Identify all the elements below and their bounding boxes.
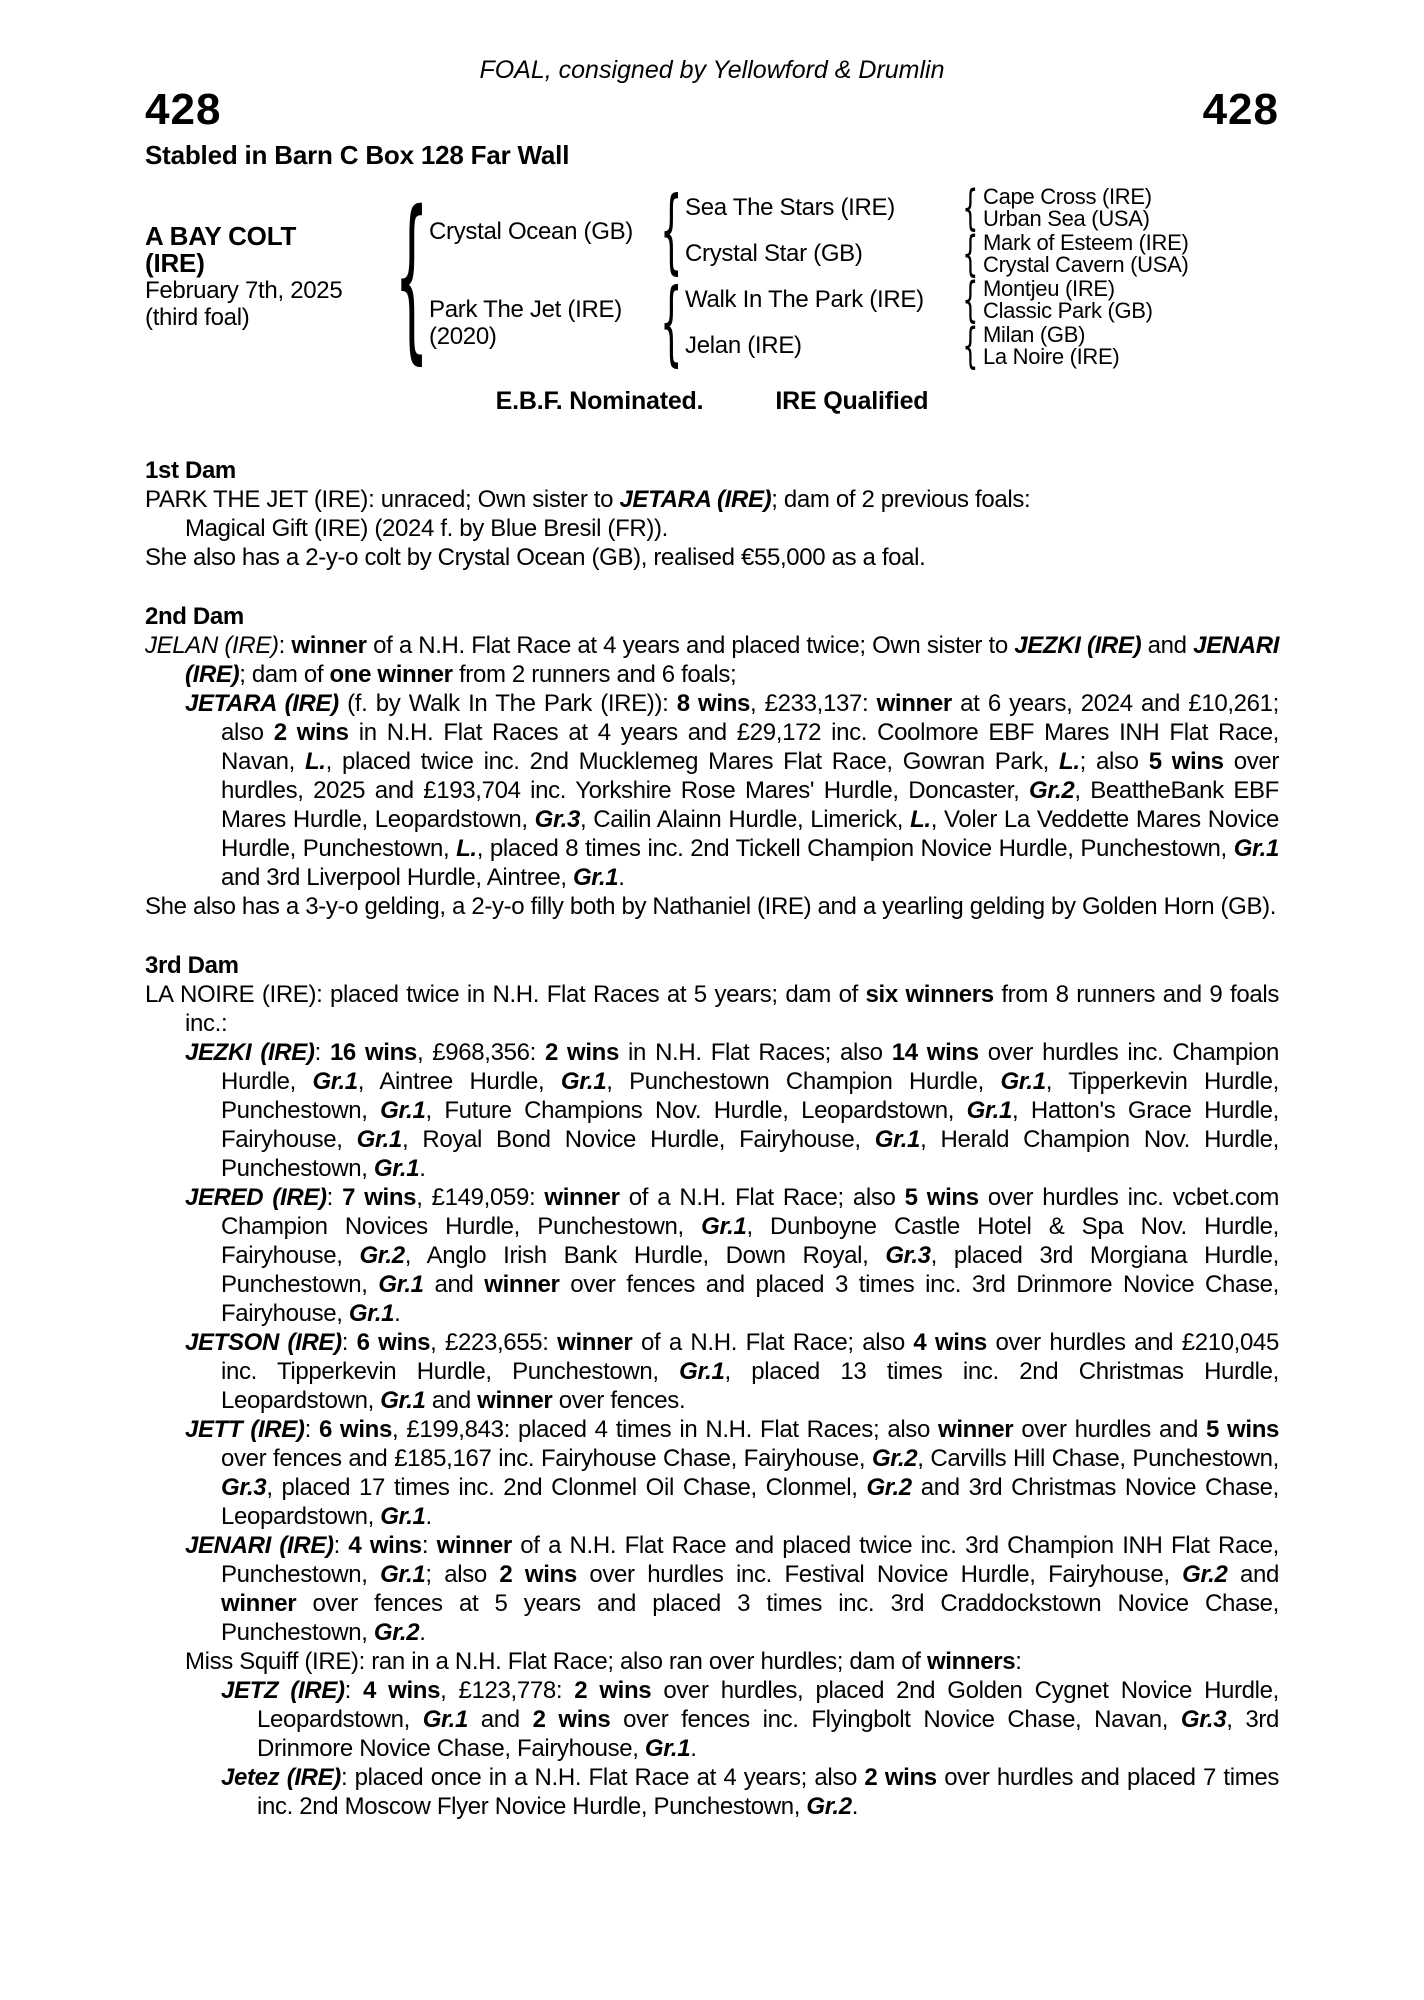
text-run: ; dam of <box>239 661 330 688</box>
pedigree-text-paragraph <box>145 689 1279 892</box>
text-run: and 3rd Liverpool Hurdle, Aintree, <box>221 864 573 891</box>
pedigree-parents <box>429 177 1189 376</box>
pedigree-tree <box>145 173 1279 380</box>
text-run: . <box>618 864 625 891</box>
text-run: : <box>1015 1648 1022 1675</box>
emphasized-text-run: 2 wins <box>574 1677 652 1704</box>
text-run: : <box>421 1532 437 1559</box>
text-run: Magical Gift (IRE) (2024 f. by Blue Bresil (FR)). <box>185 515 668 542</box>
emphasized-text-run: JETARA (IRE) <box>185 690 339 717</box>
dam-grandparents <box>685 272 1153 374</box>
text-run: ; dam of 2 previous foals: <box>771 486 1031 513</box>
dam-sections <box>145 456 1279 1821</box>
lot-number-right: 428 <box>1202 85 1279 134</box>
emphasized-text-run: JETT (IRE) <box>185 1416 305 1443</box>
emphasized-text-run: Gr.1 <box>348 1300 395 1327</box>
emphasized-text-run: Gr.1 <box>380 1503 426 1530</box>
text-run: in N.H. Flat Races at 4 years and £29,172 inc. Coolmore EBF Mares INH Flat Race, Navan, <box>221 719 1280 775</box>
dam-section-heading: 1st Dam <box>145 457 236 484</box>
grandparent-row <box>685 318 1153 374</box>
text-run: . <box>419 1155 426 1182</box>
text-run: . <box>851 1793 859 1820</box>
emphasized-text-run: Jetez (IRE) <box>221 1764 341 1791</box>
pedigree-subject <box>145 223 395 331</box>
emphasized-text-run: Gr.1 <box>356 1126 402 1153</box>
emphasized-text-run: Gr.2 <box>359 1242 405 1269</box>
emphasized-text-run: Gr.2 <box>866 1474 912 1501</box>
great-grandparent-name: Classic Park (GB) <box>983 298 1153 323</box>
emphasized-text-run: JERED (IRE) <box>185 1184 327 1211</box>
pedigree-text-paragraph <box>145 1328 1279 1415</box>
emphasized-text-run: Gr.1 <box>380 1097 426 1124</box>
text-run: , placed 13 times inc. 2nd Christmas Hurdle, Leopardstown, <box>221 1358 1279 1414</box>
emphasized-text-run: Gr.3 <box>885 1242 931 1269</box>
text-run: . <box>419 1619 426 1646</box>
pedigree-brace-dam: { <box>659 269 683 376</box>
emphasized-text-run: JEZKI (IRE) <box>185 1039 315 1066</box>
text-run: of a N.H. Flat Race; also <box>619 1184 905 1211</box>
emphasized-text-run: Gr.1 <box>644 1735 691 1762</box>
pedigree-text-paragraph <box>145 514 1279 543</box>
text-run: PARK THE JET (IRE): unraced; Own sister to <box>145 486 620 513</box>
emphasized-text-run: Gr.2 <box>1182 1561 1228 1588</box>
pedigree-brace-root: { <box>395 173 429 380</box>
text-run: : placed once in a N.H. Flat Race at 4 years; also <box>340 1764 865 1791</box>
grandparent-row <box>685 272 1153 328</box>
pedigree-text-paragraph <box>145 1647 1279 1676</box>
subject-name-line1: A BAY COLT <box>145 221 297 251</box>
text-run: : <box>326 1184 343 1211</box>
emphasized-text-run: winners <box>926 1648 1016 1675</box>
emphasized-text-run: Gr.1 <box>572 864 619 891</box>
emphasized-text-run: Gr.1 <box>380 1561 426 1588</box>
text-run: over fences and placed 3 times inc. 3rd Drinmore Novice Chase, Fairyhouse, <box>221 1271 1279 1327</box>
nominations-row <box>145 387 1279 416</box>
text-run: , placed 8 times inc. 2nd Tickell Champion Novice Hurdle, Punchestown, <box>476 835 1234 862</box>
text-run: over fences inc. Flyingbolt Novice Chase, Navan, <box>610 1706 1181 1733</box>
emphasized-text-run: Gr.1 <box>312 1068 358 1095</box>
emphasized-text-run: 2 wins <box>273 719 349 746</box>
text-run: from 8 runners and 9 foals inc.: <box>185 981 1279 1037</box>
text-run: , Anglo Irish Bank Hurdle, Down Royal, <box>404 1242 886 1269</box>
text-run: . <box>425 1503 432 1530</box>
pedigree-brace-small: { <box>962 272 978 328</box>
dam-section-heading: 2nd Dam <box>145 603 244 630</box>
text-run: , Future Champions Nov. Hurdle, Leopardstown, <box>425 1097 967 1124</box>
text-run: of a N.H. Flat Race at 4 years and placed twice; Own sister to <box>366 632 1015 659</box>
pedigree-brace-small: { <box>962 180 978 236</box>
emphasized-text-run: L. <box>456 835 477 862</box>
pedigree-text-paragraph <box>145 1531 1279 1647</box>
text-run: , Carvills Hill Chase, Punchestown, <box>917 1445 1279 1472</box>
emphasized-text-run: Gr.1 <box>422 1706 468 1733</box>
emphasized-text-run: Gr.1 <box>1000 1068 1046 1095</box>
text-run: , Herald Champion Nov. Hurdle, Punchestown, <box>221 1126 1279 1182</box>
text-run: : <box>344 1677 364 1704</box>
emphasized-text-run: winner <box>221 1590 297 1617</box>
emphasized-text-run: Gr.2 <box>1029 777 1075 804</box>
pedigree-text-paragraph <box>145 1763 1279 1821</box>
emphasized-text-run: Gr.1 <box>560 1068 607 1095</box>
text-run: , £123,778: <box>440 1677 575 1704</box>
text-run: She also has a 2-y-o colt by Crystal Ocean (GB), realised €55,000 as a foal. <box>145 544 926 571</box>
text-run: over hurdles, placed 2nd Golden Cygnet Novice Hurdle, Leopardstown, <box>257 1677 1279 1733</box>
text-run: over hurdles inc. Champion Hurdle, <box>221 1039 1280 1095</box>
emphasized-text-run: JETARA (IRE) <box>619 486 772 513</box>
text-run: , Hatton's Grace Hurdle, Fairyhouse, <box>221 1097 1279 1153</box>
emphasized-text-run: 16 wins <box>329 1039 417 1066</box>
emphasized-text-run: winner <box>477 1387 553 1414</box>
great-grandparent-pair <box>983 186 1152 230</box>
text-run: over fences. <box>552 1387 686 1414</box>
emphasized-text-run: 14 wins <box>891 1039 979 1066</box>
dam-name-text: Park The Jet (IRE) <box>429 296 622 323</box>
emphasized-text-run: JETZ (IRE) <box>221 1677 345 1704</box>
emphasized-text-run: 2 wins <box>499 1561 577 1588</box>
pedigree-text-paragraph <box>145 485 1279 514</box>
text-run: . <box>394 1300 401 1327</box>
pedigree-text-paragraph <box>145 1183 1279 1328</box>
emphasized-text-run: Gr.1 <box>679 1358 725 1385</box>
emphasized-text-run: JEZKI (IRE) <box>1014 632 1142 659</box>
emphasized-text-run: Gr.1 <box>701 1213 747 1240</box>
pedigree-brace-small: { <box>962 318 978 374</box>
text-run: over hurdles inc. Festival Novice Hurdle, Fairyhouse, <box>576 1561 1183 1588</box>
subject-name-line2: (IRE) <box>145 248 205 278</box>
pedigree-brace-small: { <box>962 226 978 282</box>
emphasized-text-run: 2 wins <box>544 1039 619 1066</box>
text-run: and <box>1227 1561 1279 1588</box>
pedigree-text-paragraph <box>145 543 1279 572</box>
lot-number-row <box>145 85 1279 134</box>
emphasized-text-run: 4 wins <box>363 1677 441 1704</box>
emphasized-text-run: winner <box>876 690 952 717</box>
text-run: and <box>468 1706 533 1733</box>
text-run: . <box>690 1735 697 1762</box>
pedigree-text-paragraph <box>145 1038 1279 1183</box>
text-run: over hurdles, 2025 and £193,704 inc. Yorkshire Rose Mares' Hurdle, Doncaster, <box>221 748 1279 804</box>
text-run: , Dunboyne Castle Hotel & Spa Nov. Hurdle, Fairyhouse, <box>221 1213 1279 1269</box>
text-run: , 3rd Drinmore Novice Chase, Fairyhouse, <box>257 1706 1279 1762</box>
text-run: in N.H. Flat Races; also <box>618 1039 892 1066</box>
text-run: , Cailin Alainn Hurdle, Limerick, <box>579 806 911 833</box>
emphasized-text-run: JENARI (IRE) <box>185 1532 334 1559</box>
text-run: over hurdles and £210,045 inc. Tipperkevin Hurdle, Punchestown, <box>221 1329 1279 1385</box>
emphasized-text-run: 5 wins <box>904 1184 979 1211</box>
pedigree-brace-sire: { <box>659 177 683 284</box>
text-run: , £968,356: <box>416 1039 545 1066</box>
emphasized-text-run: Gr.1 <box>378 1271 424 1298</box>
text-run: : <box>341 1329 357 1356</box>
text-run: : <box>278 632 292 659</box>
text-run: ; also <box>425 1561 500 1588</box>
text-run: : <box>314 1039 330 1066</box>
text-run: LA NOIRE (IRE): placed twice in N.H. Flat Races at 5 years; dam of <box>145 981 866 1008</box>
emphasized-text-run: 2 wins <box>532 1706 611 1733</box>
great-grandparent-name: Milan (GB) <box>983 322 1086 347</box>
pedigree-text-paragraph <box>145 1415 1279 1531</box>
text-run: over fences at 5 years and placed 3 times inc. 3rd Craddockstown Novice Chase, Punchestown, <box>221 1590 1279 1646</box>
consignment-line: FOAL, consigned by Yellowford & Drumlin <box>479 56 945 84</box>
lot-number-left: 428 <box>145 85 222 134</box>
text-run: , £199,843: placed 4 times in N.H. Flat Races; also <box>391 1416 939 1443</box>
pedigree-text-paragraph <box>145 1676 1279 1763</box>
sire-name-text: Crystal Ocean (GB) <box>429 217 633 245</box>
emphasized-text-run: six winners <box>865 981 994 1008</box>
text-run: ; also <box>1079 748 1149 775</box>
text-run: over hurdles and <box>1013 1416 1207 1443</box>
emphasized-text-run: L. <box>910 806 931 833</box>
text-run: Miss Squiff (IRE): ran in a N.H. Flat Race; also ran over hurdles; dam of <box>185 1648 927 1675</box>
text-run: of a N.H. Flat Race; also <box>632 1329 914 1356</box>
emphasized-text-run: Gr.2 <box>806 1793 852 1820</box>
dam-family <box>429 269 1188 376</box>
great-grandparent-name: Crystal Cavern (USA) <box>983 252 1189 277</box>
emphasized-text-run: 5 wins <box>1148 748 1224 775</box>
grandparent-row <box>685 226 1189 282</box>
emphasized-text-run: one winner <box>329 661 453 688</box>
text-run: , £149,059: <box>416 1184 545 1211</box>
text-run: , Voler La Veddette Mares Novice Hurdle, Punchestown, <box>221 806 1279 862</box>
text-run: : <box>333 1532 349 1559</box>
text-run: , Tipperkevin Hurdle, Punchestown, <box>221 1068 1279 1124</box>
text-run: , £233,137: <box>750 690 877 717</box>
emphasized-text-run: JENARI (IRE) <box>185 632 1280 688</box>
text-run: from 2 runners and 6 foals; <box>452 661 737 688</box>
pedigree-text-paragraph <box>145 980 1279 1038</box>
text-run: : <box>304 1416 319 1443</box>
great-grandparent-name: Cape Cross (IRE) <box>983 184 1152 209</box>
text-run: , placed 17 times inc. 2nd Clonmel Oil Chase, Clonmel, <box>266 1474 867 1501</box>
great-grandparent-name: Urban Sea (USA) <box>983 206 1150 231</box>
text-run: and <box>1141 632 1194 659</box>
text-run: , BeattheBank EBF Mares Hurdle, Leopardstown, <box>221 777 1279 833</box>
pedigree-text-paragraph <box>145 892 1279 921</box>
text-run: and <box>425 1387 478 1414</box>
text-run: (f. by Walk In The Park (IRE)): <box>338 690 677 717</box>
emphasized-text-run: 5 wins <box>1206 1416 1280 1443</box>
emphasized-text-run: 7 wins <box>342 1184 417 1211</box>
emphasized-text-run: winner <box>484 1271 560 1298</box>
subject-foal-note: (third foal) <box>145 304 250 331</box>
text-run: of a N.H. Flat Race and placed twice inc. 3rd Champion INH Flat Race, Punchestown, <box>221 1532 1279 1588</box>
emphasized-text-run: JETSON (IRE) <box>185 1329 342 1356</box>
text-run: over fences and £185,167 inc. Fairyhouse Chase, Fairyhouse, <box>221 1445 872 1472</box>
emphasized-text-run: Gr.1 <box>1233 835 1279 862</box>
text-run: , placed 3rd Morgiana Hurdle, Punchestown, <box>221 1242 1279 1298</box>
text-run: at 6 years, 2024 and £10,261; also <box>221 690 1279 746</box>
emphasized-text-run: Gr.3 <box>1180 1706 1227 1733</box>
emphasized-text-run: winner <box>544 1184 620 1211</box>
dam-year: (2020) <box>429 323 497 350</box>
emphasized-text-run: winner <box>938 1416 1014 1443</box>
text-run: She also has a 3-y-o gelding, a 2-y-o filly both by Nathaniel (IRE) and a yearling gelding by Golden Horn (GB). <box>145 893 1277 920</box>
grandsire-name: Sea The Stars (IRE) <box>685 194 895 221</box>
sire-name <box>429 218 657 245</box>
great-grandparent-pair <box>983 278 1153 322</box>
granddam-name: Crystal Star (GB) <box>685 240 863 267</box>
text-run: , £223,655: <box>430 1329 558 1356</box>
emphasized-text-run: 4 wins <box>913 1329 987 1356</box>
great-grandparent-pair <box>983 232 1188 276</box>
dam-section-heading: 3rd Dam <box>145 952 239 979</box>
emphasized-text-run: winner <box>436 1532 512 1559</box>
text-run: and 3rd Christmas Novice Chase, Leopardstown, <box>221 1474 1279 1530</box>
grandsire-name: Walk In The Park (IRE) <box>685 286 924 313</box>
dam-name <box>429 296 657 350</box>
great-grandparent-name: Montjeu (IRE) <box>983 276 1115 301</box>
text-run: and <box>423 1271 485 1298</box>
emphasized-text-run: Gr.1 <box>874 1126 921 1153</box>
great-grandparent-name: Mark of Esteem (IRE) <box>983 230 1189 255</box>
emphasized-text-run: winner <box>291 632 367 659</box>
text-run: , Punchestown Champion Hurdle, <box>606 1068 1001 1095</box>
text-run: , placed twice inc. 2nd Mucklemeg Mares Flat Race, Gowran Park, <box>325 748 1060 775</box>
emphasized-text-run: 4 wins <box>348 1532 422 1559</box>
sire-grandparents <box>685 180 1189 282</box>
emphasized-text-run: Gr.2 <box>373 1619 420 1646</box>
emphasized-text-run: Gr.1 <box>966 1097 1012 1124</box>
ebf-nominated-label: E.B.F. Nominated. <box>495 387 704 415</box>
emphasized-text-run: winner <box>557 1329 633 1356</box>
text-run: , Royal Bond Novice Hurdle, Fairyhouse, <box>401 1126 875 1153</box>
emphasized-text-run: 2 wins <box>864 1764 937 1791</box>
emphasized-text-run: JELAN (IRE) <box>145 632 279 659</box>
sire-family <box>429 177 1189 284</box>
great-grandparent-pair <box>983 324 1119 368</box>
great-grandparent-name: La Noire (IRE) <box>983 344 1120 369</box>
emphasized-text-run: Gr.1 <box>373 1155 420 1182</box>
emphasized-text-run: Gr.1 <box>380 1387 426 1414</box>
emphasized-text-run: 6 wins <box>318 1416 392 1443</box>
emphasized-text-run: L. <box>1059 748 1080 775</box>
pedigree-text-paragraph <box>145 631 1279 689</box>
granddam-name: Jelan (IRE) <box>685 332 802 359</box>
grandparent-row <box>685 180 1188 236</box>
emphasized-text-run: Gr.3 <box>534 806 580 833</box>
emphasized-text-run: 6 wins <box>356 1329 431 1356</box>
subject-dob: February 7th, 2025 <box>145 277 343 304</box>
emphasized-text-run: L. <box>304 748 326 775</box>
text-run: , Aintree Hurdle, <box>357 1068 561 1095</box>
emphasized-text-run: Gr.2 <box>871 1445 918 1472</box>
text-run: over hurdles inc. vcbet.com Champion Novices Hurdle, Punchestown, <box>221 1184 1279 1240</box>
emphasized-text-run: Gr.3 <box>221 1474 267 1501</box>
text-run: over hurdles and placed 7 times inc. 2nd Moscow Flyer Novice Hurdle, Punchestown, <box>257 1764 1279 1820</box>
emphasized-text-run: 8 wins <box>676 690 751 717</box>
stabling-line: Stabled in Barn C Box 128 Far Wall <box>145 140 570 170</box>
ire-qualified-label: IRE Qualified <box>775 387 929 415</box>
